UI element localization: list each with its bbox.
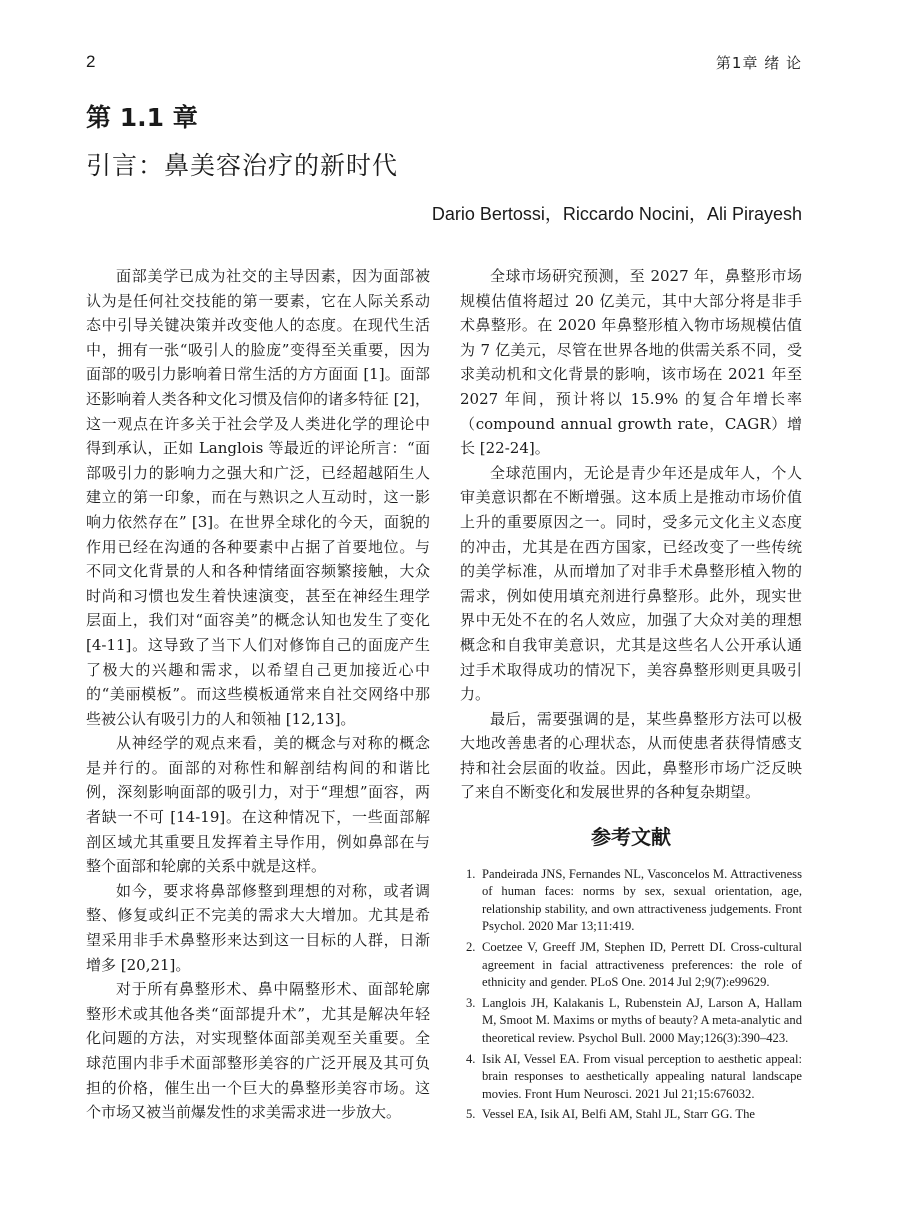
reference-number: 5. [466, 1107, 476, 1122]
reference-item [460, 939, 802, 992]
paragraph: 全球范围内，无论是青少年还是成年人，个人审美意识都在不断增强。这本质上是推动市场价值上升的重要原因之一。同时，受多元文化主义态度的冲击，尤其是在西方国家，已经改变了一些传统的美学标准，从而增加了对非手术鼻整形植入物的需求，例如使用填充剂进行鼻整形。此外，现实世界中无处不在的名人效应，加强了大众对美的理想概念和自我审美意识，尤其是这些名人公开承认通过手术取得成功的情况下，美容鼻整形则更具吸引力。 [460, 463, 802, 704]
reference-item [460, 1051, 802, 1104]
paragraph: 最后，需要强调的是，某些鼻整形方法可以极大地改善患者的心理状态，从而使患者获得情感支持和社会层面的收益。因此，鼻整形市场广泛反映了来自不断变化和发展世界的各种复杂期望。 [460, 709, 802, 802]
paragraph: 对于所有鼻整形术、鼻中隔整形术、面部轮廓整形术或其他各类“面部提升术”，尤其是解决年轻化问题的方法，对实现整体面部美观至关重要。全球范围内非手术面部整形美容的广泛开展及其可负担的价格，催生出一个巨大的鼻整形美容市场。这个市场又被当前爆发性的求美需求进一步放大。 [86, 980, 430, 1122]
reference-number: 3. [466, 995, 476, 1010]
references-heading: 参考文献 [591, 825, 671, 850]
paragraph: 如今，要求将鼻部修整到理想的对称，或者调整、修复或纠正不完美的需求大大增加。尤其是希望采用非手术鼻整形来达到这一目标的人群，日渐增多 [20,21]。 [86, 881, 430, 974]
reference-item [460, 995, 802, 1048]
page-number: 2 [86, 52, 96, 71]
reference-text: Coetzee V, Greeff JM, Stephen ID, Perrett DI. Cross-cultural agreement in facial attractiveness preferences: the role of ethnicity and gender. PLoS One. 2014 Jul 2;9(7):e99629. [482, 940, 802, 990]
reference-number: 4. [466, 1051, 476, 1066]
reference-list [460, 866, 802, 1124]
reference-item [460, 1106, 802, 1124]
paragraph: 全球市场研究预测，至 2027 年，鼻整形市场规模估值将超过 20 亿美元，其中大部分将是非手术鼻整形。在 2020 年鼻整形植入物市场规模估值为 7 亿美元，尽管在世界各地的供需关系不同，受求美动机和文化背景的影响，该市场在 2021 年至 2027 年间，预计将以 15.9% 的复合年增长率（compound annual growth rate，CAGR）增长 [22-24]。 [460, 267, 802, 458]
paragraph: 面部美学已成为社交的主导因素，因为面部被认为是任何社交技能的第一要素，它在人际关系动态中引导关键决策并改变他人的态度。在现代生活中，拥有一张“吸引人的脸庞”变得至关重要，因为面部的吸引力影响着日常生活的方方面面 [1]。面部还影响着人类各种文化习惯及信仰的诸多特征 [2]，这一观点在许多关于社会学及人类进化学的理论中得到承认，正如 Langlois 等最近的评论所言：“面部吸引力的影响力之强大和广泛，已经超越陌生人建立的第一印象，而在与熟识之人互动时，这一影响力依然存在” [3]。在世界全球化的今天，面貌的作用已经在沟通的各种要素中占据了首要地位。与不同文化背景的人和各种情绪面容频繁接触，大众时尚和习惯也发生着快速演变，甚至在神经生理学层面上，我们对“面容美”的概念认知也发生了变化 [4-11]。这导致了当下人们对修饰自己的面庞产生了极大的兴趣和需求，以希望自己更加接近心中的“美丽模板”。而这些模板通常来自社交网络中那些被公认有吸引力的人和领袖 [12,13]。 [86, 267, 430, 728]
reference-item [460, 866, 802, 936]
chapter-label: 第 1.1 章 [86, 103, 198, 132]
paragraph: 从神经学的观点来看，美的概念与对称的概念是并行的。面部的对称性和解剖结构间的和谐比例，深刻影响面部的吸引力，对于“理想”面容，两者缺一不可 [14-19]。在这种情况下，一些面部解剖区域尤其重要且发挥着主导作用，例如鼻部在与整个面部和轮廓的关系中就是这样。 [86, 734, 430, 876]
right-column [460, 264, 802, 1127]
chapter-title: 引言：鼻美容治疗的新时代 [86, 151, 399, 180]
reference-number: 1. [466, 866, 476, 881]
reference-text: Langlois JH, Kalakanis L, Rubenstein AJ, Larson A, Hallam M, Smoot M. Maxims or myths of beauty? A meta-analytic and theoretical review. Psychol Bull. 2000 May;126(3):390–423. [482, 995, 802, 1045]
reference-text: Isik AI, Vessel EA. From visual perception to aesthetic appeal: brain responses to aesthetically appealing natural landscape movies. Front Hum Neurosci. 2021 Jul 21;15:676032. [482, 1051, 802, 1101]
left-column [86, 264, 430, 1125]
authors: Dario Bertossi，Riccardo Nocini，Ali Pirayesh [431, 204, 802, 224]
running-head: 第1章 绪 论 [715, 54, 802, 72]
reference-number: 2. [466, 940, 476, 955]
reference-text: Pandeirada JNS, Fernandes NL, Vasconcelos M. Attractiveness of human faces: norms by sex, sexual orientation, age, relationship stability, and own attractiveness judgements. Front Psychol. 2020 Mar 13;11:419. [482, 866, 802, 934]
reference-text: Vessel EA, Isik AI, Belfi AM, Stahl JL, Starr GG. The [482, 1107, 755, 1122]
